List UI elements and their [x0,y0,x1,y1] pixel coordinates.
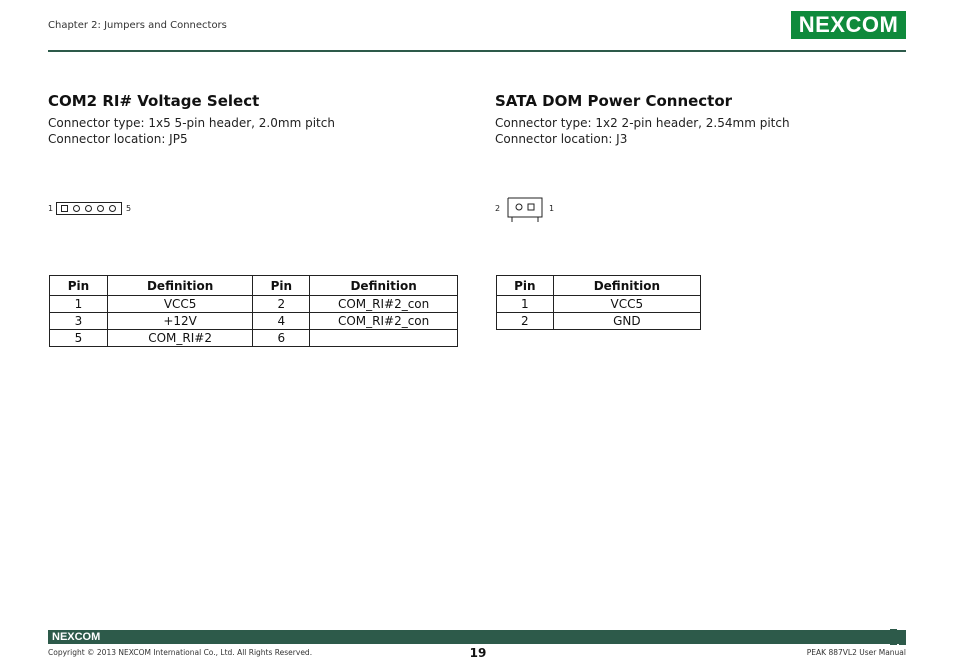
squares-icon [890,629,906,645]
footer-bar [48,630,906,644]
table-header-row [50,276,458,296]
j3-pin-table [496,275,701,330]
com2-connector-location: Connector location: JP5 [48,132,188,146]
table-row [50,330,458,347]
table-row [497,313,701,330]
jp5-header-diagram [56,202,122,215]
com2-connector-type: Connector type: 1x5 5-pin header, 2.0mm pitch [48,116,335,130]
table-cell: 2 [253,296,310,313]
table-header-cell: Definition [310,276,458,296]
table-header-cell: Definition [553,276,700,296]
footer-nexcom-logo: NEXCOM [52,631,101,643]
chapter-title: Chapter 2: Jumpers and Connectors [48,20,227,31]
pin-square-icon [61,205,68,212]
jp5-pin-last-label: 5 [126,204,132,213]
table-header-cell: Definition [107,276,253,296]
table-cell: +12V [107,313,253,330]
table-header-row [497,276,701,296]
table-cell: GND [553,313,700,330]
table-cell: VCC5 [553,296,700,313]
com2-section-title: COM2 RI# Voltage Select [48,92,260,110]
header-rule [48,50,906,52]
table-cell: VCC5 [107,296,253,313]
table-row [50,313,458,330]
table-cell: 6 [253,330,310,347]
table-header-cell: Pin [253,276,310,296]
sata-dom-connector-type: Connector type: 1x2 2-pin header, 2.54mm pitch [495,116,790,130]
table-cell: 1 [497,296,554,313]
table-cell: COM_RI#2 [107,330,253,347]
j3-pin-left-label: 2 [495,204,501,213]
j3-header-diagram [507,197,543,219]
table-cell: 3 [50,313,108,330]
page-number: 19 [469,646,487,660]
pin-circle-icon [73,205,80,212]
pin-circle-icon [109,205,116,212]
table-header-cell: Pin [50,276,108,296]
table-cell: 2 [497,313,554,330]
sata-dom-section-title: SATA DOM Power Connector [495,92,733,110]
jp5-pin-first-label: 1 [48,204,54,213]
table-cell: 1 [50,296,108,313]
pin-circle-icon [85,205,92,212]
table-cell [310,330,458,347]
table-row [50,296,458,313]
table-cell: 4 [253,313,310,330]
table-cell: COM_RI#2_con [310,296,458,313]
copyright-text: Copyright © 2013 NEXCOM International Co., Ltd. All Rights Reserved. [48,648,313,657]
manual-title: PEAK 887VL2 User Manual [806,648,906,657]
jp5-pin-table [49,275,458,347]
table-row [497,296,701,313]
table-cell: COM_RI#2_con [310,313,458,330]
table-header-cell: Pin [497,276,554,296]
pin-circle-icon [97,205,104,212]
j3-pin-right-label: 1 [549,204,555,213]
table-cell: 5 [50,330,108,347]
sata-dom-connector-location: Connector location: J3 [495,132,628,146]
nexcom-logo: NEXCOM [791,11,906,39]
